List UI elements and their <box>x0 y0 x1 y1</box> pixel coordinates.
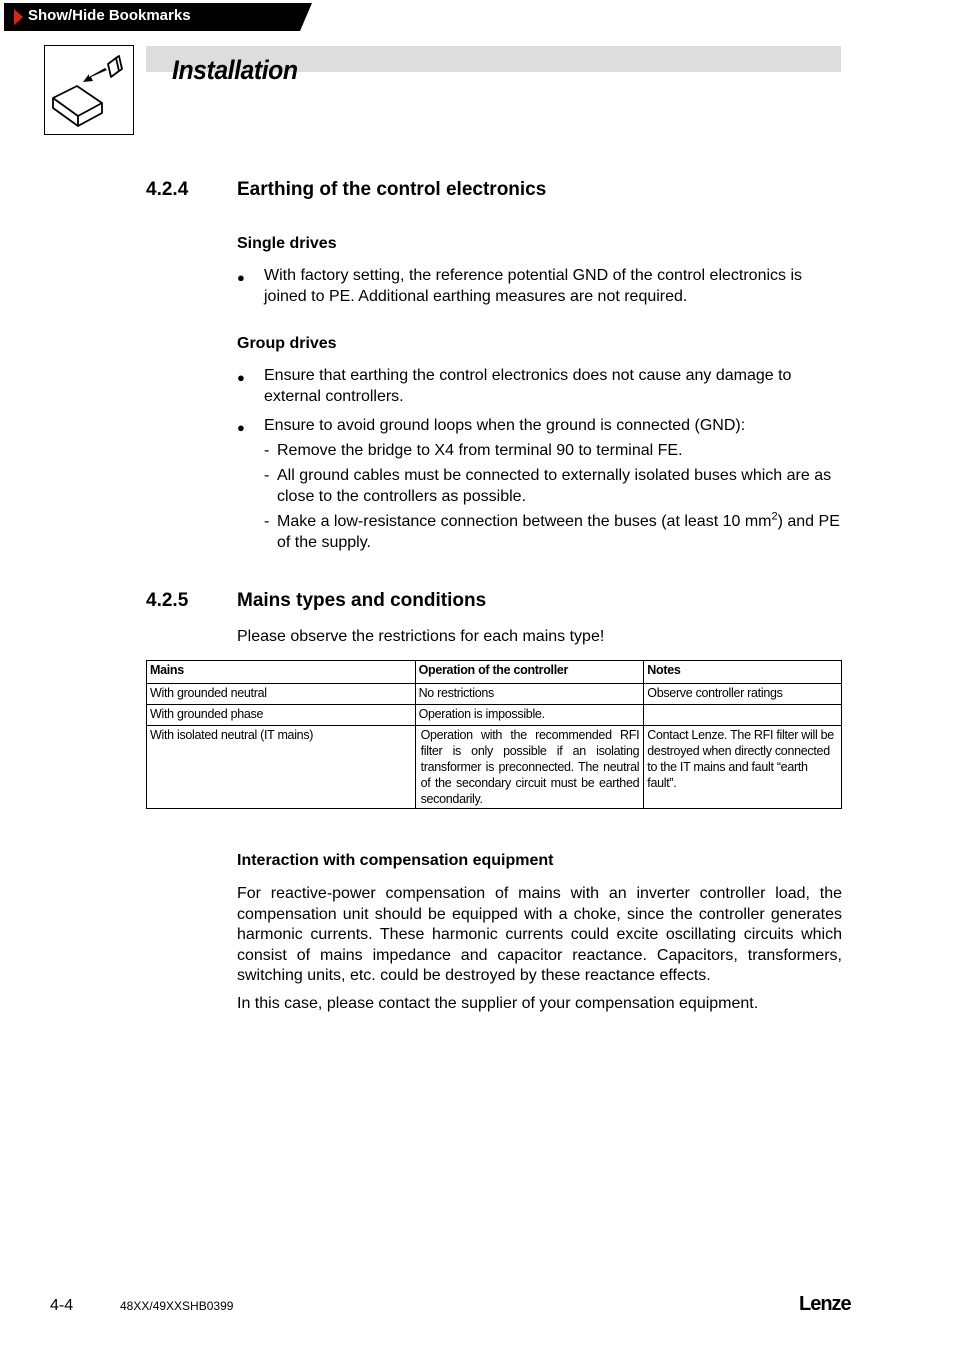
dash-marker: - <box>264 467 270 484</box>
list-item: With factory setting, the reference potential GND of the control electronics is joined to PE. Additional earthing measures are not required. <box>264 267 803 305</box>
installation-box-icon <box>44 45 134 135</box>
sub-list-item <box>277 512 842 553</box>
table-cell: Observe controller ratings <box>644 684 842 705</box>
list-item: Ensure to avoid ground loops when the ground is connected (GND): <box>264 417 746 434</box>
subheading-interaction: Interaction with compensation equipment <box>237 852 554 869</box>
table-cell: With grounded neutral <box>147 684 416 705</box>
sub-list-text: ) and PE of the supply. <box>277 513 840 551</box>
subheading-group-drives: Group drives <box>237 335 337 352</box>
table-row <box>147 726 842 809</box>
table-cell: No restrictions <box>415 684 644 705</box>
paragraph: For reactive-power compensation of mains with an inverter controller load, the compensation unit should be equipped with a choke, since the controller generates harmonic currents. These harmonic currents could excite oscillating circuits which consist of mains impedance and capacitor reactance. Capacitors, transformers, switching units, etc. could be destroyed by these reactance effects. <box>237 885 842 984</box>
column-header: Notes <box>644 661 842 684</box>
table-cell: With grounded phase <box>147 705 416 726</box>
table-cell: Operation with the recommended RFI filter is only possible if an isolating transformer is preconnected. The neutral of the secondary circuit must be earthed secondarily. <box>415 726 644 809</box>
lenze-logo: Lenze <box>799 1293 851 1315</box>
document-id: 48XX/49XXSHB0399 <box>120 1299 234 1313</box>
mains-table <box>146 660 842 809</box>
sub-list-text: Make a low-resistance connection between the buses (at least 10 mm <box>277 513 772 530</box>
table-row <box>147 684 842 705</box>
paragraph: In this case, please contact the supplier of your compensation equipment. <box>237 995 759 1012</box>
bullet-icon: ● <box>237 420 245 435</box>
table-cell <box>644 705 842 726</box>
bullet-icon: ● <box>237 270 245 285</box>
table-header-row <box>147 661 842 684</box>
section-title: Earthing of the control electronics <box>237 179 547 200</box>
column-header: Mains <box>147 661 416 684</box>
table-cell: Contact Lenze. The RFI filter will be destroyed when directly connected to the IT mains and fault “earth fault”. <box>644 726 842 809</box>
section-number: 4.2.5 <box>146 590 189 611</box>
intro-text: Please observe the restrictions for each mains type! <box>237 628 605 645</box>
bookmarks-label[interactable]: Show/Hide Bookmarks <box>28 7 191 24</box>
table-row <box>147 705 842 726</box>
page-number: 4-4 <box>50 1297 74 1314</box>
sub-list-item: Remove the bridge to X4 from terminal 90 to terminal FE. <box>277 442 683 459</box>
section-number: 4.2.4 <box>146 179 189 200</box>
column-header: Operation of the controller <box>415 661 644 684</box>
subheading-single-drives: Single drives <box>237 235 337 252</box>
section-title: Mains types and conditions <box>237 590 487 611</box>
sub-list-item: All ground cables must be connected to externally isolated buses which are as close to the controllers as possible. <box>277 467 832 505</box>
bullet-icon: ● <box>237 370 245 385</box>
page-title: Installation <box>172 55 298 85</box>
superscript: 2 <box>771 510 778 523</box>
dash-marker: - <box>264 442 270 459</box>
list-item: Ensure that earthing the control electronics does not cause any damage to external controllers. <box>264 367 792 405</box>
table-cell: With isolated neutral (IT mains) <box>147 726 416 809</box>
dash-marker: - <box>264 513 270 530</box>
table-cell: Operation is impossible. <box>415 705 644 726</box>
